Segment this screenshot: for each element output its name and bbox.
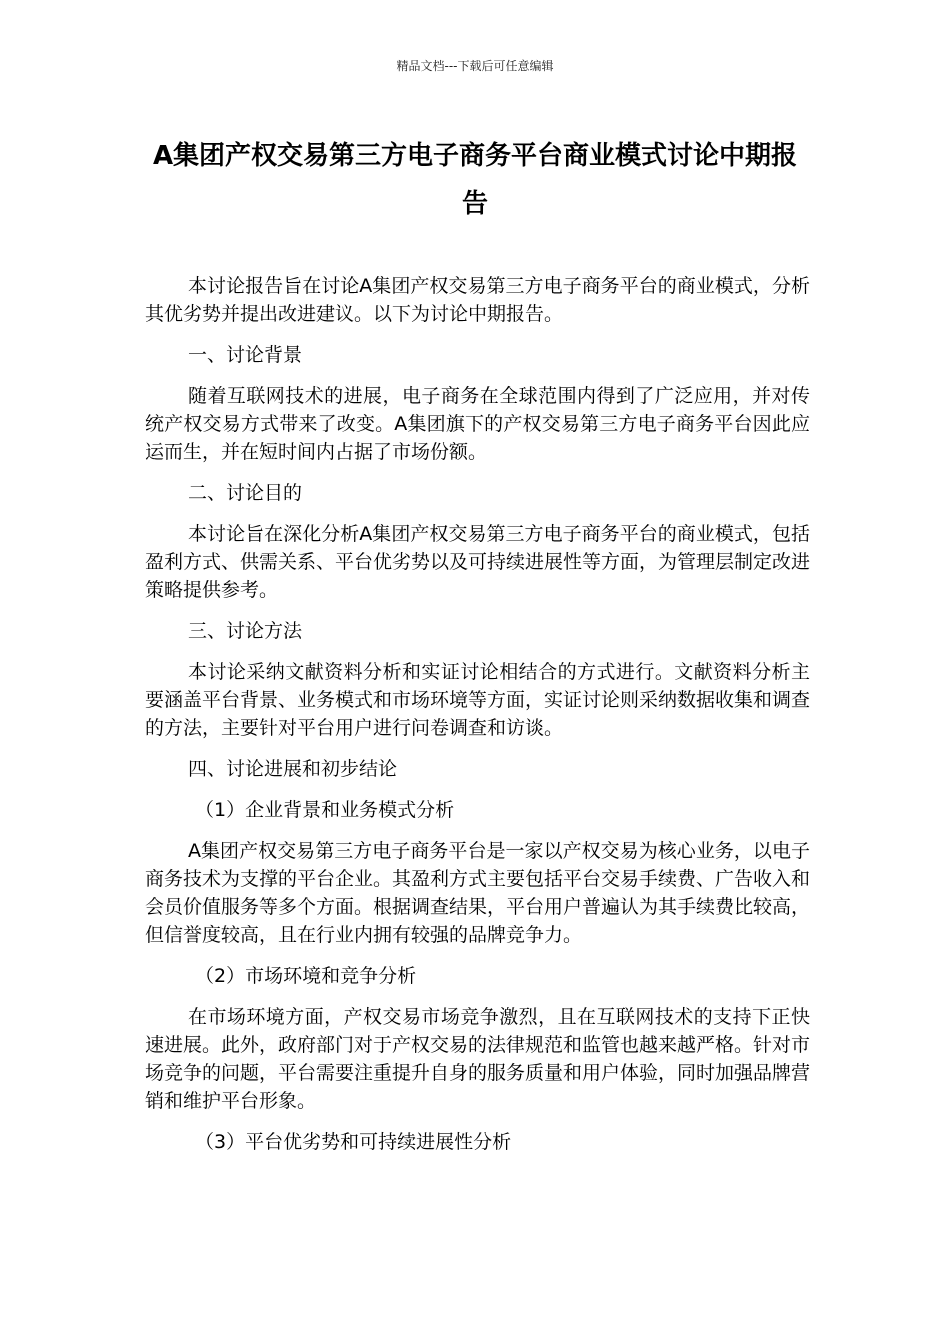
document-title: A集团产权交易第三方电子商务平台商业模式讨论中期报告 [152, 141, 798, 219]
purpose-paragraph: 本讨论旨在深化分析A集团产权交易第三方电子商务平台的商业模式，包括盈利方式、供需关系、平台优劣势以及可持续进展性等方面，为管理层制定改进策略提供参考。 [145, 523, 811, 601]
intro-paragraph: 本讨论报告旨在讨论A集团产权交易第三方电子商务平台的商业模式，分析其优劣势并提出改进建议。以下为讨论中期报告。 [145, 275, 810, 325]
enterprise-paragraph: A集团产权交易第三方电子商务平台是一家以产权交易为核心业务，以电子商务技术为支撑的平台企业。其盈利方式主要包括平台交易手续费、广告收入和会员价值服务等多个方面。根据调查结果，平台用户普遍认为其手续费比较高，但信誉度较高，且在行业内拥有较强的品牌竞争力。 [145, 840, 811, 946]
subheading-enterprise: （1）企业背景和业务模式分析 [195, 799, 455, 821]
section-heading-purpose: 二、讨论目的 [188, 482, 303, 504]
market-paragraph: 在市场环境方面，产权交易市场竞争激烈，且在互联网技术的支持下正快速进展。此外，政府部门对于产权交易的法律规范和监管也越来越严格。针对市场竞争的问题，平台需要注重提升自身的服务质量和用户体验，同时加强品牌营销和维护平台形象。 [145, 1006, 811, 1112]
page-header: 精品文档---下载后可任意编辑 [396, 59, 554, 73]
section-heading-method: 三、讨论方法 [188, 620, 303, 642]
background-paragraph: 随着互联网技术的进展，电子商务在全球范围内得到了广泛应用，并对传统产权交易方式带来了改变。A集团旗下的产权交易第三方电子商务平台因此应运而生，并在短时间内占据了市场份额。 [145, 385, 810, 463]
section-heading-background: 一、讨论背景 [188, 344, 303, 366]
subheading-swot: （3）平台优劣势和可持续进展性分析 [195, 1131, 512, 1153]
method-paragraph: 本讨论采纳文献资料分析和实证讨论相结合的方式进行。文献资料分析主要涵盖平台背景、业务模式和市场环境等方面，实证讨论则采纳数据收集和调查的方法，主要针对平台用户进行问卷调查和访谈。 [145, 661, 811, 739]
section-heading-progress: 四、讨论进展和初步结论 [188, 758, 398, 780]
document-body [145, 272, 810, 1169]
subheading-market: （2）市场环境和竞争分析 [195, 965, 417, 987]
